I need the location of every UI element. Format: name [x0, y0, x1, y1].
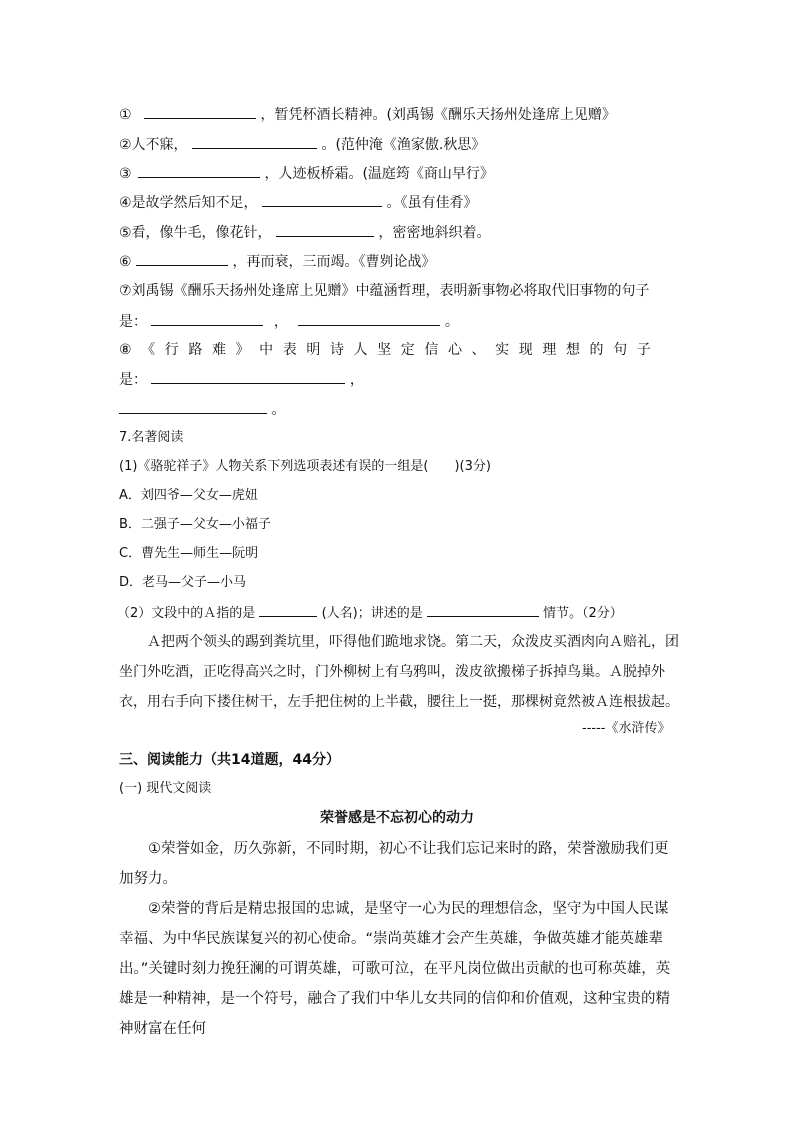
q7-blank-2[interactable]	[298, 311, 440, 326]
q5-blank[interactable]	[276, 222, 374, 237]
q3-number: ③	[119, 166, 132, 182]
q2-tail-text: 情节。（2分）	[543, 606, 623, 621]
q8-blank-1[interactable]	[151, 369, 345, 384]
q7-text: ⑦刘禹锡《酬乐天扬州处逢席上见赠》中蕴涵哲理，表明新事物必将取代旧事物的句子	[119, 283, 650, 299]
fill-q4	[119, 192, 477, 213]
q3-text: ，人迹板桥霜。(温庭筠《商山早行》	[264, 166, 494, 182]
article-title: 荣誉感是不忘初心的动力	[320, 810, 474, 826]
q1-number: ①	[119, 107, 132, 123]
fill-q8-line1	[119, 340, 660, 360]
q2-mid-text: (人名)；讲述的是	[321, 606, 423, 621]
fill-q6	[119, 251, 435, 272]
q4-blank[interactable]	[262, 192, 382, 207]
q7-blank-1[interactable]	[151, 311, 263, 326]
fill-q7-line2	[119, 311, 459, 332]
q8-comma: ，	[349, 372, 364, 388]
q4-head: ④是故学然后知不足，	[119, 195, 258, 211]
q7-comma: ，	[273, 314, 288, 330]
section3-subtitle: (一) 现代文阅读	[119, 781, 212, 796]
q5-head: ⑤看，像牛毛，像花针，	[119, 225, 272, 241]
q2-head: ②人不寐，	[119, 137, 188, 153]
q1-text: ，暂凭杯酒长精神。(刘禹锡《酬乐天扬州处逢席上见赠》	[260, 107, 616, 123]
article-paragraph-2: ②荣誉的背后是精忠报国的忠诚，是坚守一心为民的理想信念，坚守为中国人民谋幸福、为中华民族谋复兴的初心使命。“崇尚英雄才会产生英雄，争做英雄才能英雄辈出。”关键时刻力挽狂澜的可谓英雄，可歌可泣，在平凡岗位做出贡献的也可称英雄，英雄是一种精神，是一个符号，融合了我们中华儿女共同的信仰和价值观，这种宝贵的精神财富在任何	[119, 901, 671, 1037]
q2-blank[interactable]	[192, 134, 317, 149]
excerpt-passage: Ａ把两个领头的踢到粪坑里，吓得他们跪地求饶。第二天，众泼皮买酒肉向Ａ赔礼，团坐门外吃酒，正吃得高兴之时，门外柳树上有乌鸦叫，泼皮欲搬梯子拆掉鸟巢。Ａ脱掉外衣，用右手向下搂住树干，左手把住树的上半截，腰往上一挺，那棵树竟然被Ａ连根拔起。	[119, 634, 679, 710]
q4-text: 。《虽有佳肴》	[386, 195, 478, 211]
option-d[interactable]: D．老马—父子—小马	[119, 575, 247, 590]
fill-q5	[119, 222, 490, 243]
q6-number: ⑥	[119, 254, 132, 270]
section7-title: 7.名著阅读	[119, 430, 184, 445]
section3-title: 三、阅读能力（共14道题，44分）	[119, 752, 340, 768]
option-a[interactable]: A．刘四爷—父女—虎妞	[119, 488, 258, 503]
fill-q7-line1	[119, 281, 650, 301]
fill-q8-line2	[119, 369, 364, 390]
option-b[interactable]: B．二强子—父女—小福子	[119, 517, 271, 532]
q8-text: ⑧《行路难》中表明诗人坚定信心、实现理想的句子	[119, 342, 661, 358]
q7-end: 。	[444, 314, 459, 330]
fill-q8-line3	[119, 399, 285, 420]
section7-q1: (1)《骆驼祥子》人物关系下列选项表述有误的一组是( )(3分)	[119, 459, 491, 474]
q2-plot-blank[interactable]	[427, 603, 539, 617]
q2-name-blank[interactable]	[259, 603, 317, 617]
section7-q2	[117, 603, 623, 624]
q2-head-text: （2）文段中的Ａ指的是	[117, 606, 256, 621]
q5-text: ，密密地斜织着。	[378, 225, 491, 241]
q8-end: 。	[271, 402, 286, 418]
article-paragraph-1: ①荣誉如金，历久弥新，不同时期，初心不让我们忘记来时的路，荣誉激励我们更加努力。	[119, 841, 669, 887]
fill-q3	[119, 163, 494, 184]
q6-blank[interactable]	[136, 251, 228, 266]
excerpt-source: -----《水浒传》	[582, 721, 671, 736]
fill-q2	[119, 134, 485, 155]
fill-q1	[119, 104, 616, 125]
q1-blank[interactable]	[144, 104, 256, 119]
q8-blank-2[interactable]	[119, 399, 267, 414]
q7-head: 是：	[119, 314, 147, 330]
q6-text: ，再而衰，三而竭。《曹刿论战》	[232, 254, 436, 270]
q2-text: 。(范仲淹《渔家傲.秋思》	[321, 137, 486, 153]
option-c[interactable]: C．曹先生—师生—阮明	[119, 546, 259, 561]
q3-blank[interactable]	[138, 163, 260, 178]
q8-head: 是：	[119, 372, 147, 388]
